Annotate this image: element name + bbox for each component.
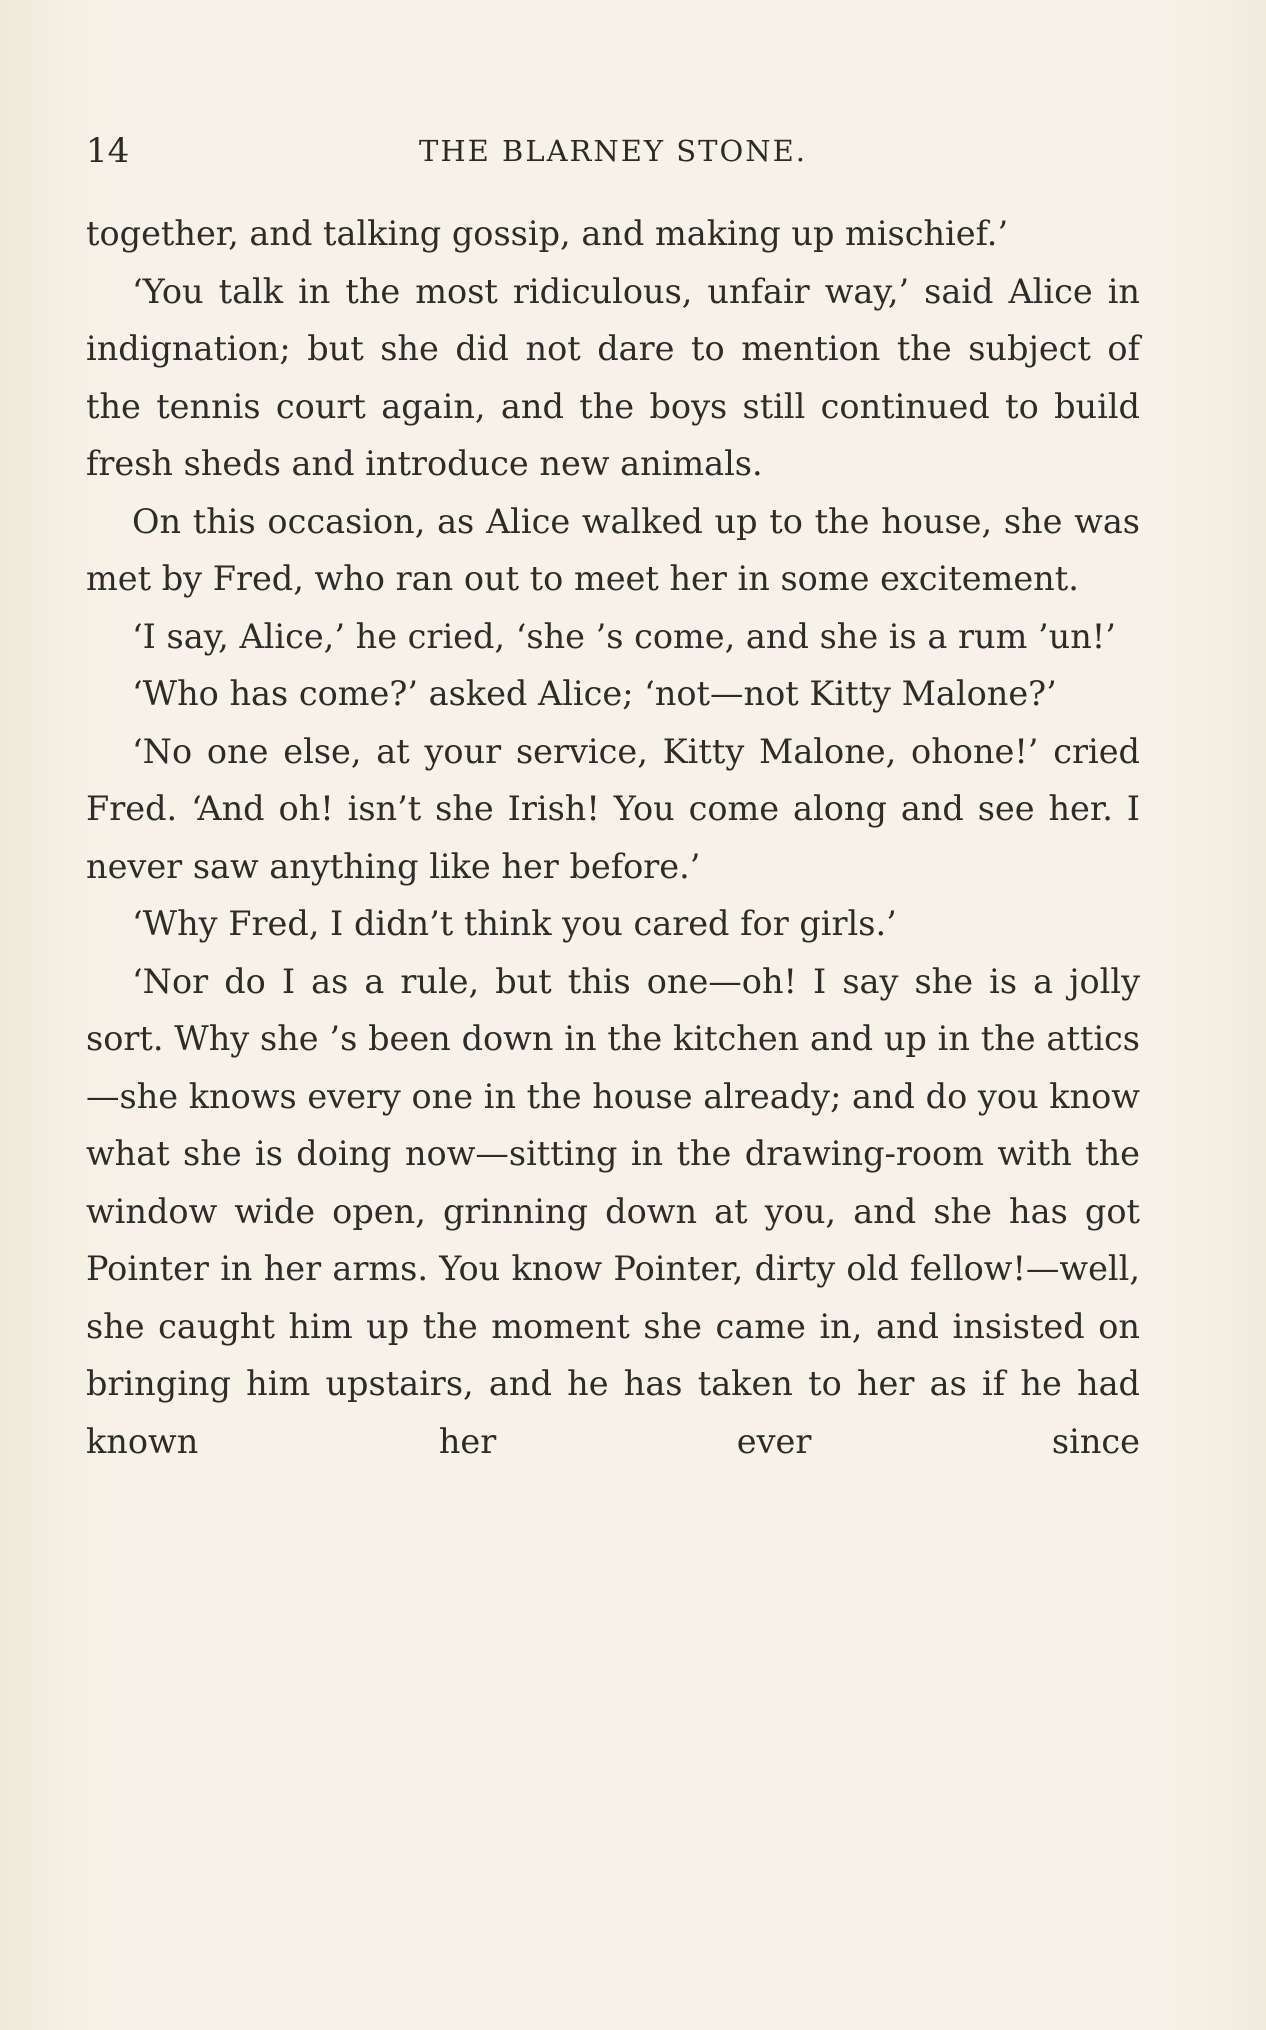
running-head [86,126,1140,176]
paragraph: ‘Why Fred, I didn’t think you cared for girls.’ [132,904,897,943]
running-title: THE BLARNEY STONE. [418,134,808,168]
paragraph: ‘Nor do I as a rule, but this one—oh! I say she is a jolly sort. Why she ’s been down in the kitchen and up in the attics—she knows every one in the house already; and do you know what she is doing now—sitting in the drawing-room with the window wide open, grinning down at you, and she has got Pointer in her arms. You know Pointer, dirty old fellow!—well, she caught him up the moment she came in, and insisted on bringing him upstairs, and he has taken to her as if he had known her ever since [86,961,1140,1461]
body-text [86,205,1140,1470]
paragraph: ‘No one else, at your service, Kitty Malone, ohone!’ cried Fred. ‘And oh! isn’t she Irish! You come along and see her. I never saw anything like her before.’ [86,731,1140,886]
paragraph: ‘Who has come?’ asked Alice; ‘not—not Kitty Malone?’ [132,674,1057,713]
paragraph: On this occasion, as Alice walked up to the house, she was met by Fred, who ran out to meet her in some excitement. [86,501,1140,598]
paragraph: ‘I say, Alice,’ he cried, ‘she ’s come, and she is a rum ’un!’ [132,616,1116,656]
paragraph: ‘You talk in the most ridiculous, unfair way,’ said Alice in indignation; but she did not dare to mention the subject of the tennis court again, and the boys still continued to build fresh sheds and introduce new animals. [86,271,1140,483]
page-number: 14 [86,131,130,171]
paragraph: together, and talking gossip, and making up mischief.’ [86,214,1009,253]
